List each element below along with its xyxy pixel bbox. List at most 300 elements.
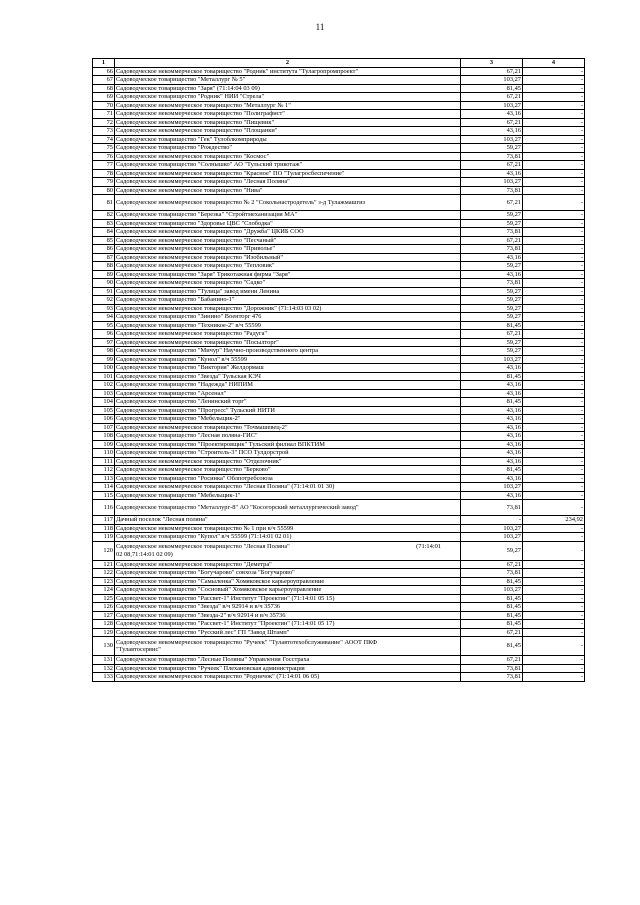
row-name <box>115 398 461 407</box>
row-value-col4: - <box>523 219 585 228</box>
row-number: 72 <box>93 118 115 127</box>
row-value-col3: 81,45 <box>461 577 523 586</box>
row-name <box>115 101 461 110</box>
row-value-col4: - <box>523 135 585 144</box>
row-number: 69 <box>93 93 115 102</box>
row-value-col4: - <box>523 406 585 415</box>
row-value-col4: - <box>523 178 585 187</box>
row-name-text: Садоводческое некоммерческое товарищество "Полиграфист" <box>116 110 285 117</box>
row-name <box>115 84 461 93</box>
row-value-col3: 81,45 <box>461 321 523 330</box>
row-name <box>115 321 461 330</box>
row-name <box>115 381 461 390</box>
row-name <box>115 432 461 441</box>
row-name <box>115 364 461 373</box>
row-name <box>115 135 461 144</box>
table-row <box>93 406 585 415</box>
row-name <box>115 466 461 475</box>
table-row <box>93 364 585 373</box>
row-number: 66 <box>93 67 115 76</box>
row-value-col4: - <box>523 466 585 475</box>
row-name <box>115 118 461 127</box>
table-row <box>93 594 585 603</box>
row-value-col4: - <box>523 381 585 390</box>
table-row <box>93 628 585 637</box>
row-name <box>115 169 461 178</box>
row-value-col3: 59,27 <box>461 304 523 313</box>
row-name-continuation: "Тулавтосервис" <box>116 646 161 653</box>
row-value-col4: - <box>523 127 585 136</box>
table-row <box>93 586 585 595</box>
row-name-text: Садоводческое некоммерческое товарищество "Нива" <box>116 186 263 194</box>
row-number: 131 <box>93 656 115 665</box>
row-name-text: Садоводческое товарищество "Строитель-3" ПСО Тулдорстрой <box>116 449 289 456</box>
row-value-col3: 43,16 <box>461 110 523 119</box>
table-row <box>93 524 585 533</box>
row-name-text: Садоводческое некоммерческое товарищество "Дорожник" (71:14:03 03 02) <box>116 304 322 312</box>
row-name <box>115 594 461 603</box>
row-number: 67 <box>93 76 115 85</box>
row-name <box>115 279 461 288</box>
row-name-text: Садоводческое товарищество "Кунол" в/ч 55599 <box>116 355 248 363</box>
table-row <box>93 603 585 612</box>
table-row <box>93 110 585 119</box>
table-row <box>93 304 585 313</box>
row-value-col3: 43,16 <box>461 457 523 466</box>
table-row <box>93 228 585 237</box>
table-row <box>93 577 585 586</box>
row-name-text: Садоводческое товарищество "Родник" НИИ "Стрела" <box>116 93 265 100</box>
row-value-col4: - <box>523 673 585 682</box>
row-name <box>115 219 461 228</box>
row-number: 117 <box>93 516 115 525</box>
row-value-col3: 43,16 <box>461 270 523 279</box>
table-row <box>93 664 585 673</box>
table-row <box>93 347 585 356</box>
row-name-text: Садоводческое некоммерческое товарищество "Радуга" <box>116 330 268 337</box>
row-value-col4: - <box>523 611 585 620</box>
row-name <box>115 236 461 245</box>
row-value-col4: - <box>523 432 585 441</box>
row-name-text: Садоводческое некоммерческое товарищество "Лесная Поляна" <box>116 178 290 185</box>
row-name-text: Садоводческое товарищество "Русский лес" ГП "Завод Штамп" <box>116 628 290 636</box>
table-row <box>93 195 585 211</box>
row-name-text: Садоводческое товарищество "Рассвет-1" Институт "Проектин" (71:14:01 05 17) <box>116 620 335 627</box>
row-name <box>115 524 461 533</box>
row-name <box>115 483 461 492</box>
row-value-col4: - <box>523 287 585 296</box>
row-value-col3: 73,81 <box>461 245 523 254</box>
row-name <box>115 586 461 595</box>
row-name-text: Садоводческое некоммерческое товарищество "Родник" института "Тулагропромпроект" <box>116 67 359 75</box>
table-row <box>93 93 585 102</box>
column-header: 3 <box>461 59 523 68</box>
page-number: 11 <box>315 22 325 32</box>
row-name-text: Садоводческое товарищество "Березка" "Стройтмеханизация МА" <box>116 211 298 218</box>
row-value-col4: - <box>523 569 585 578</box>
column-header: 2 <box>115 59 461 68</box>
row-number: 94 <box>93 313 115 322</box>
table-row <box>93 127 585 136</box>
row-number: 104 <box>93 398 115 407</box>
row-name <box>115 533 461 542</box>
row-value-col3: 73,81 <box>461 186 523 195</box>
row-value-col3: 81,45 <box>461 84 523 93</box>
table-row <box>93 673 585 682</box>
row-value-col4: - <box>523 483 585 492</box>
row-name <box>115 313 461 322</box>
row-value-col4: - <box>523 228 585 237</box>
row-value-col3: 103,27 <box>461 586 523 595</box>
row-number: 126 <box>93 603 115 612</box>
row-value-col4: - <box>523 560 585 569</box>
row-number: 91 <box>93 287 115 296</box>
row-name-text: Садоводческое некоммерческое товарищество "Берково" <box>116 466 271 473</box>
row-value-col4: - <box>523 330 585 339</box>
row-value-col3: 73,81 <box>461 279 523 288</box>
table-row <box>93 569 585 578</box>
row-value-col3: 81,45 <box>461 466 523 475</box>
row-value-col4: - <box>523 321 585 330</box>
table-row <box>93 245 585 254</box>
row-name-text: Садоводческое товарищество "Самыленка" Хомяковское карьероуправление <box>116 577 325 585</box>
table-row <box>93 186 585 195</box>
row-value-col3: 59,27 <box>461 347 523 356</box>
table-row <box>93 321 585 330</box>
row-cadastral-code: (71:14:01 <box>416 543 441 550</box>
row-name <box>115 620 461 629</box>
row-value-col4: - <box>523 67 585 76</box>
table-row <box>93 279 585 288</box>
row-value-col4: - <box>523 338 585 347</box>
row-value-col3: 67,21 <box>461 93 523 102</box>
row-name <box>115 500 461 516</box>
row-value-col3: 67,21 <box>461 195 523 211</box>
row-value-col4: - <box>523 372 585 381</box>
row-number: 84 <box>93 228 115 237</box>
row-value-col3: 67,21 <box>461 330 523 339</box>
row-value-col4: - <box>523 118 585 127</box>
row-value-col3: 103,27 <box>461 178 523 187</box>
row-name <box>115 186 461 195</box>
row-value-col3: 103,27 <box>461 101 523 110</box>
row-number: 124 <box>93 586 115 595</box>
row-number: 132 <box>93 664 115 673</box>
table-row <box>93 533 585 542</box>
row-name-text: Садоводческое некоммерческое товарищество "Лесная Поляна" (71:14:01 01 30) <box>116 483 335 490</box>
row-value-col3: - <box>461 516 523 525</box>
row-value-col3: 81,45 <box>461 603 523 612</box>
row-number: 108 <box>93 432 115 441</box>
table-row <box>93 236 585 245</box>
row-value-col4: - <box>523 398 585 407</box>
row-value-col3: 59,27 <box>461 338 523 347</box>
row-name-text: Садоводческое некоммерческое товарищество "Посылторг" <box>116 338 279 346</box>
row-name <box>115 673 461 682</box>
row-value-col4: - <box>523 541 585 560</box>
row-value-col4: - <box>523 101 585 110</box>
row-value-col3: 59,27 <box>461 296 523 305</box>
row-value-col4: - <box>523 84 585 93</box>
row-value-col4: - <box>523 491 585 500</box>
row-number: 77 <box>93 161 115 170</box>
table-row <box>93 560 585 569</box>
row-number: 90 <box>93 279 115 288</box>
row-name <box>115 127 461 136</box>
row-name <box>115 457 461 466</box>
row-name-text: Садоводческое некоммерческое товарищество "Металлург № 1" <box>116 101 291 109</box>
row-name <box>115 474 461 483</box>
row-value-col4: - <box>523 253 585 262</box>
row-value-col3: 43,16 <box>461 381 523 390</box>
row-number: 102 <box>93 381 115 390</box>
row-value-col4: - <box>523 364 585 373</box>
row-name <box>115 637 461 656</box>
row-name <box>115 449 461 458</box>
row-value-col3: 59,27 <box>461 313 523 322</box>
row-name <box>115 228 461 237</box>
table-row <box>93 415 585 424</box>
table-row <box>93 161 585 170</box>
table-row <box>93 483 585 492</box>
row-name <box>115 541 461 560</box>
row-number: 120 <box>93 541 115 560</box>
row-number: 109 <box>93 440 115 449</box>
row-name-text: Садоводческое товарищество "Рождество" <box>116 144 233 151</box>
row-number: 112 <box>93 466 115 475</box>
row-value-col3: 73,81 <box>461 664 523 673</box>
row-name-text: Садоводческое товарищество "Богучарово" совхоза "Богучарово" <box>116 569 295 576</box>
row-number: 71 <box>93 110 115 119</box>
row-value-col4: - <box>523 186 585 195</box>
row-number: 92 <box>93 296 115 305</box>
row-number: 100 <box>93 364 115 373</box>
row-number: 107 <box>93 423 115 432</box>
row-value-col3: 103,27 <box>461 355 523 364</box>
table-header-row <box>93 59 585 68</box>
row-number: 110 <box>93 449 115 458</box>
row-name <box>115 144 461 153</box>
row-value-col3: 67,21 <box>461 118 523 127</box>
table-row <box>93 67 585 76</box>
row-name <box>115 664 461 673</box>
row-name-text: Садоводческое товарищество "Звезда" в/ч 92914 и в/ч 35736 <box>116 603 281 610</box>
row-name-text: Садоводческое некоммерческое товарищество "Родничок" (71:14:01 06 05) <box>116 673 320 680</box>
row-value-col4: - <box>523 637 585 656</box>
row-name-text: Садоводческое некоммерческое товарищество "Отделочник" <box>116 457 282 465</box>
row-value-col3: 43,16 <box>461 440 523 449</box>
row-name-text: Садоводческое некоммерческое товарищество "Приволье" <box>116 245 275 252</box>
table-row <box>93 491 585 500</box>
row-number: 99 <box>93 355 115 364</box>
row-value-col4: - <box>523 313 585 322</box>
row-name-text: Садоводческое некоммерческое товарищество "Изобильный" <box>116 253 283 261</box>
row-value-col4: - <box>523 76 585 85</box>
row-value-col4: - <box>523 152 585 161</box>
row-value-col3: 81,45 <box>461 372 523 381</box>
table-row <box>93 381 585 390</box>
row-name <box>115 372 461 381</box>
row-number: 125 <box>93 594 115 603</box>
table-row <box>93 656 585 665</box>
row-number: 119 <box>93 533 115 542</box>
row-name <box>115 338 461 347</box>
row-value-col4: - <box>523 423 585 432</box>
row-name-text: Садоводческое товарищество "Мичур" Научно-производственного центра <box>116 347 319 354</box>
row-value-col4: - <box>523 664 585 673</box>
row-value-col4: - <box>523 93 585 102</box>
table-row <box>93 101 585 110</box>
table-row <box>93 355 585 364</box>
row-value-col4: - <box>523 500 585 516</box>
row-name-text: Садоводческое товарищество "Проектировщик" Тульский филиал ВПКТИМ <box>116 440 325 448</box>
table-row <box>93 144 585 153</box>
row-name-text: Садоводческое товарищество "Ручеек" Плехановская администрация <box>116 664 305 672</box>
row-number: 83 <box>93 219 115 228</box>
table-row <box>93 423 585 432</box>
row-name <box>115 491 461 500</box>
row-name <box>115 440 461 449</box>
row-number: 106 <box>93 415 115 424</box>
row-value-col3: 73,81 <box>461 569 523 578</box>
row-name <box>115 195 461 211</box>
row-value-col4: - <box>523 457 585 466</box>
row-number: 78 <box>93 169 115 178</box>
row-name-text: Садоводческое товарищество "Арсенал" <box>116 389 227 397</box>
row-name-text: Садоводческое некоммерческое товарищество "Пищевик" <box>116 118 275 126</box>
row-name <box>115 245 461 254</box>
row-number: 93 <box>93 304 115 313</box>
table-row <box>93 330 585 339</box>
row-name-text: Садоводческое товарищество "Росинка" Облпотребсоюза <box>116 474 273 482</box>
row-value-col4: - <box>523 169 585 178</box>
row-name-text: Садоводческое товарищество "Сосновый" Хомяковское карьероуправление <box>116 586 322 593</box>
row-name-text: Садоводческое некоммерческое товарищество "Тепловик" <box>116 262 275 269</box>
row-name-text: Садоводческое товарищество "Заря" Трикотажная фирма "Заря" <box>116 270 291 278</box>
row-value-col4: - <box>523 262 585 271</box>
row-name-text: Садоводческое некоммерческое товарищество № 2 "Сокольнастродетель" з-д Тулажмашгиз <box>116 198 366 206</box>
table-row <box>93 219 585 228</box>
row-name <box>115 67 461 76</box>
row-value-col3: 43,16 <box>461 127 523 136</box>
row-number: 79 <box>93 178 115 187</box>
row-number: 75 <box>93 144 115 153</box>
table-row <box>93 432 585 441</box>
row-value-col3: 67,21 <box>461 67 523 76</box>
row-value-col4: - <box>523 279 585 288</box>
row-name-text: Садоводческое некоммерческое товарищество "Песчаный" <box>116 236 277 244</box>
table-row <box>93 84 585 93</box>
row-value-col4: - <box>523 603 585 612</box>
row-name-text: Садоводческое товарищество "Рассвет-1" Институт "Проектин" (71:14:01 05 15) <box>116 594 335 602</box>
row-number: 95 <box>93 321 115 330</box>
row-value-col3: 73,81 <box>461 673 523 682</box>
row-name-text: Садоводческое товарищество "Звезда-2" в/ч 92914 и в/ч 35736 <box>116 611 286 619</box>
row-value-col3: 103,27 <box>461 76 523 85</box>
row-value-col3: 43,16 <box>461 406 523 415</box>
row-number: 127 <box>93 611 115 620</box>
row-number: 114 <box>93 483 115 492</box>
table-row <box>93 372 585 381</box>
row-value-col4: - <box>523 594 585 603</box>
row-number: 122 <box>93 569 115 578</box>
row-number: 130 <box>93 637 115 656</box>
row-value-col3: 81,45 <box>461 398 523 407</box>
row-name <box>115 628 461 637</box>
row-value-col3: 43,16 <box>461 415 523 424</box>
row-name <box>115 161 461 170</box>
table-row <box>93 541 585 560</box>
row-number: 86 <box>93 245 115 254</box>
row-value-col4: - <box>523 577 585 586</box>
row-value-col4: - <box>523 245 585 254</box>
row-name-text: Садоводческое товарищество "Тулица" завод имени Ленина <box>116 287 280 295</box>
table-row <box>93 500 585 516</box>
row-number: 111 <box>93 457 115 466</box>
row-name-text: Садоводческое товарищество "Купол" в/ч 55599 (71:14:01 02 01) <box>116 533 292 540</box>
row-value-col3: 67,21 <box>461 236 523 245</box>
row-name <box>115 262 461 271</box>
table-row <box>93 270 585 279</box>
row-number: 128 <box>93 620 115 629</box>
row-number: 85 <box>93 236 115 245</box>
row-name <box>115 355 461 364</box>
row-value-col3: 67,21 <box>461 628 523 637</box>
row-value-col3: 103,27 <box>461 533 523 542</box>
row-value-col4: - <box>523 211 585 220</box>
table-row <box>93 313 585 322</box>
row-number: 116 <box>93 500 115 516</box>
row-value-col3: 43,16 <box>461 364 523 373</box>
row-number: 68 <box>93 84 115 93</box>
row-number: 113 <box>93 474 115 483</box>
row-name <box>115 577 461 586</box>
row-name <box>115 93 461 102</box>
table-row <box>93 211 585 220</box>
row-name-text: Садоводческое товарищество "Мебельщик-1" <box>116 491 241 499</box>
row-value-col3: 43,16 <box>461 432 523 441</box>
row-value-col3: 103,27 <box>461 524 523 533</box>
row-name-text: Садоводческое товарищество "Прогресс" Тульский НИТИ <box>116 406 275 414</box>
column-header: 4 <box>523 59 585 68</box>
row-number: 121 <box>93 560 115 569</box>
row-value-col3: 43,16 <box>461 389 523 398</box>
row-name-text: Садоводческое товарищество "Заря" (71:14:04 03 09) <box>116 84 260 92</box>
row-value-col4: - <box>523 161 585 170</box>
row-name <box>115 516 461 525</box>
table-row <box>93 449 585 458</box>
table-row <box>93 637 585 656</box>
row-value-col4: - <box>523 389 585 398</box>
row-name-text: Садоводческое товарищество "Металлург № 5" <box>116 76 246 83</box>
row-value-col4: - <box>523 355 585 364</box>
row-name-text: Садоводческое некоммерческое товарищество "Красное" ПО "Тулагросбеспечение" <box>116 169 345 177</box>
table-row <box>93 474 585 483</box>
row-name-text: Садоводческое товарищество "Лесная поляна-ГИС" <box>116 432 258 439</box>
row-name <box>115 656 461 665</box>
row-name <box>115 76 461 85</box>
row-name-text: Дачный поселок "Лесная поляна" <box>116 516 208 523</box>
row-value-col4: - <box>523 533 585 542</box>
table-row <box>93 169 585 178</box>
row-value-col3: 81,45 <box>461 611 523 620</box>
row-value-col3: 81,45 <box>461 594 523 603</box>
row-name-text: Садоводческое некоммерческое товарищество "Точмашевец-2" <box>116 423 288 431</box>
table-row <box>93 440 585 449</box>
row-name <box>115 287 461 296</box>
row-name-text: Садоводческое некоммерческое товарищество "Лесная Поляна" <box>116 543 290 550</box>
row-value-col4: - <box>523 628 585 637</box>
